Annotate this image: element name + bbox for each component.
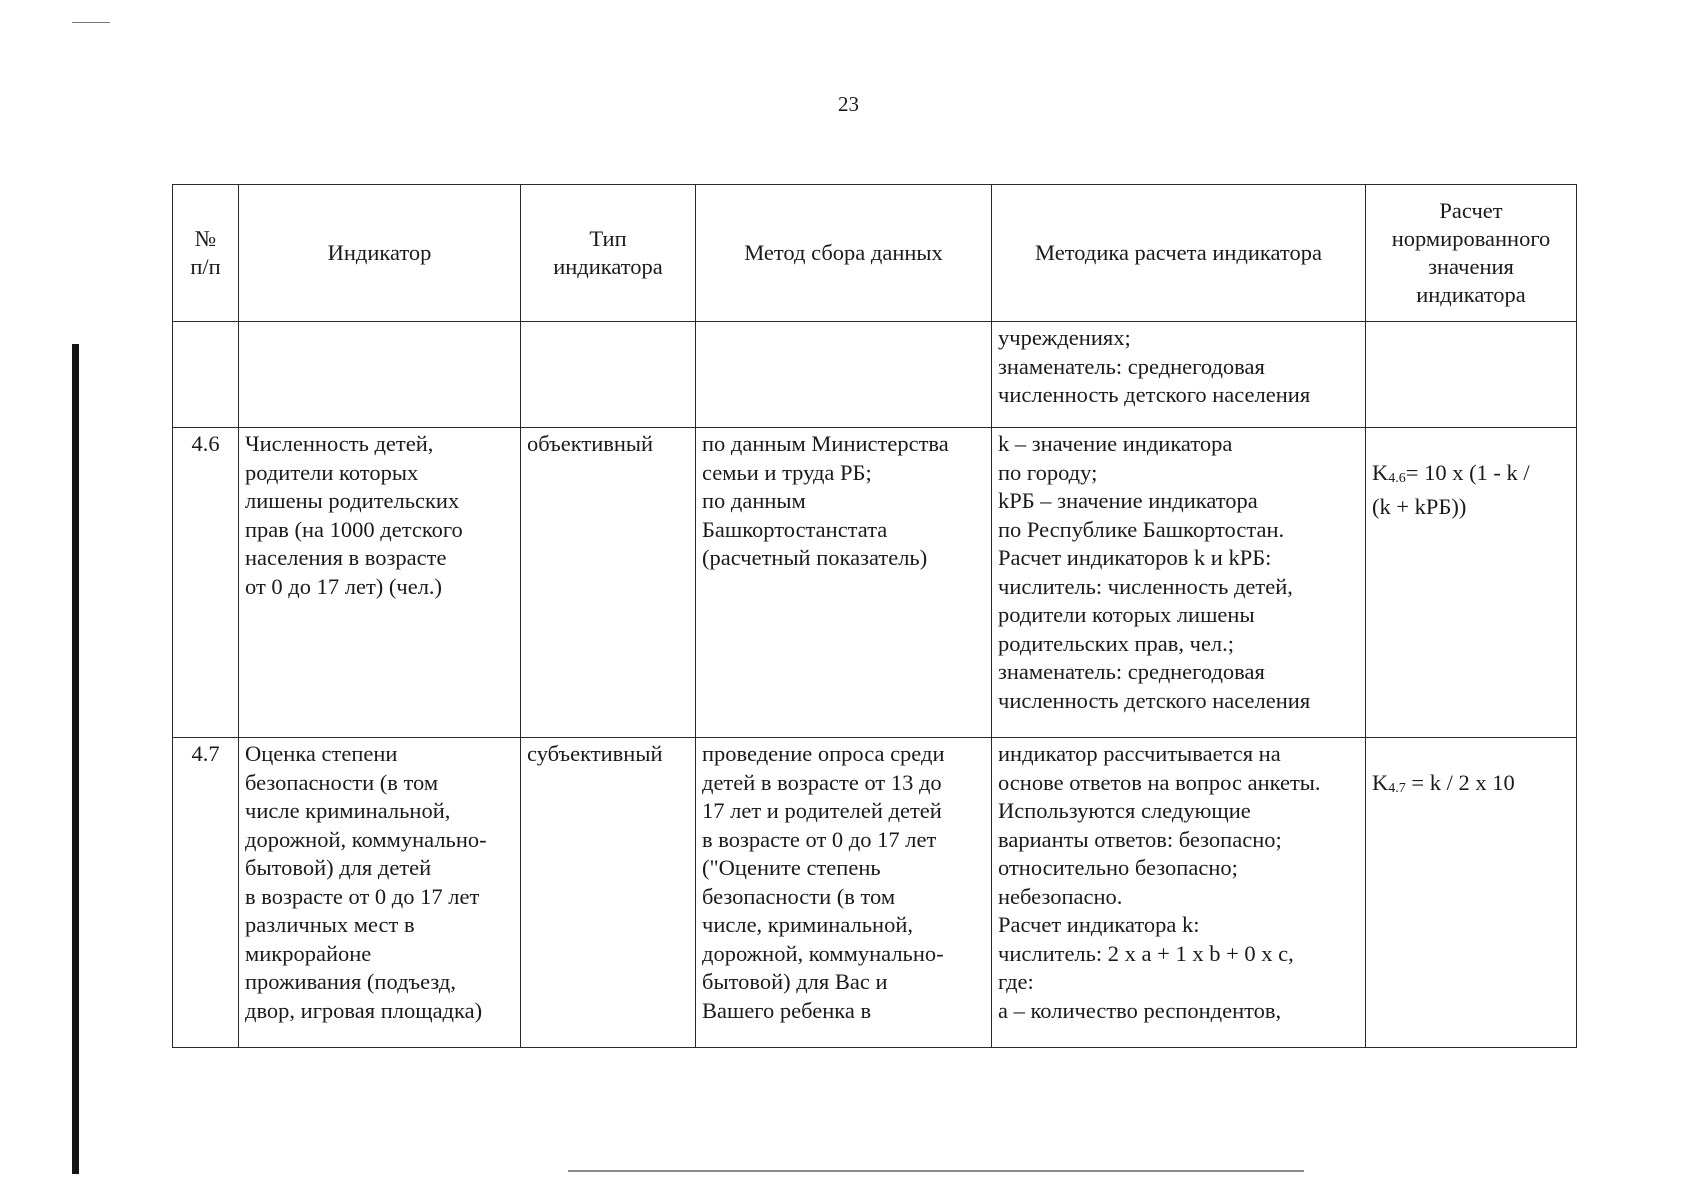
- header-calc: Методика расчета индикатора: [992, 185, 1366, 322]
- page-number: 23: [838, 92, 859, 116]
- cell-num: 4.7: [173, 738, 239, 1048]
- norm-subscript: 4.7: [1388, 780, 1406, 796]
- cell-calc: учреждениях; знаменатель: среднегодовая численность детского населения: [992, 322, 1366, 428]
- cell-norm: [1366, 322, 1577, 428]
- table-row: [173, 738, 1577, 1048]
- scan-mark-top: [72, 22, 110, 23]
- norm-suffix: = 10 x (1 - k / (k + kРБ)): [1372, 459, 1530, 519]
- indicator-table: [172, 184, 1577, 1048]
- cell-method: проведение опроса среди детей в возрасте от 13 до 17 лет и родителей детей в возрасте от 0 до 17 лет ("Оцените степень безопасности (в том числе, криминальной, дорожной, коммунально- бытовой) для Вас и Вашего ребенка в: [696, 738, 992, 1048]
- cell-indicator: Оценка степени безопасности (в том числе криминальной, дорожной, коммунально- бытовой) для детей в возрасте от 0 до 17 лет различных мест в микрорайоне проживания (подъезд, двор, игровая площадка): [239, 738, 521, 1048]
- cell-norm: [1366, 738, 1577, 1048]
- header-method: Метод сбора данных: [696, 185, 992, 322]
- cell-calc: индикатор рассчитывается на основе ответов на вопрос анкеты. Используются следующие варианты ответов: безопасно; относительно безопасно; небезопасно. Расчет индикатора k: числитель: 2 x a + 1 x b + 0 x c, где: а – количество респондентов,: [992, 738, 1366, 1048]
- norm-prefix: K: [1372, 769, 1389, 795]
- cell-method: по данным Министерства семьи и труда РБ; по данным Башкортостанстата (расчетный показатель): [696, 428, 992, 738]
- table-row: [173, 428, 1577, 738]
- cell-norm: [1366, 428, 1577, 738]
- cell-method: [696, 322, 992, 428]
- scan-edge-bar: [72, 344, 79, 1174]
- header-num: № п/п: [173, 185, 239, 322]
- header-indicator: Индикатор: [239, 185, 521, 322]
- header-norm: Расчет нормированного значения индикатора: [1366, 185, 1577, 322]
- cell-type: объективный: [521, 428, 696, 738]
- scan-line-bottom: [568, 1170, 1304, 1172]
- cell-num: 4.6: [173, 428, 239, 738]
- cell-indicator: [239, 322, 521, 428]
- norm-prefix: K: [1372, 459, 1389, 485]
- norm-suffix: = k / 2 x 10: [1405, 769, 1515, 795]
- cell-type: [521, 322, 696, 428]
- cell-calc: k – значение индикатора по городу; kРБ – значение индикатора по Республике Башкортостан. Расчет индикаторов k и kРБ: числитель: численность детей, родители которых лишены родительских прав, чел.; знаменатель: среднегодовая численность детского населения: [992, 428, 1366, 738]
- norm-subscript: 4.6: [1388, 470, 1406, 486]
- cell-num: [173, 322, 239, 428]
- table-row: [173, 322, 1577, 428]
- header-type: Тип индикатора: [521, 185, 696, 322]
- table-header-row: [173, 185, 1577, 322]
- cell-type: субъективный: [521, 738, 696, 1048]
- cell-indicator: Численность детей, родители которых лишены родительских прав (на 1000 детского населения в возрасте от 0 до 17 лет) (чел.): [239, 428, 521, 738]
